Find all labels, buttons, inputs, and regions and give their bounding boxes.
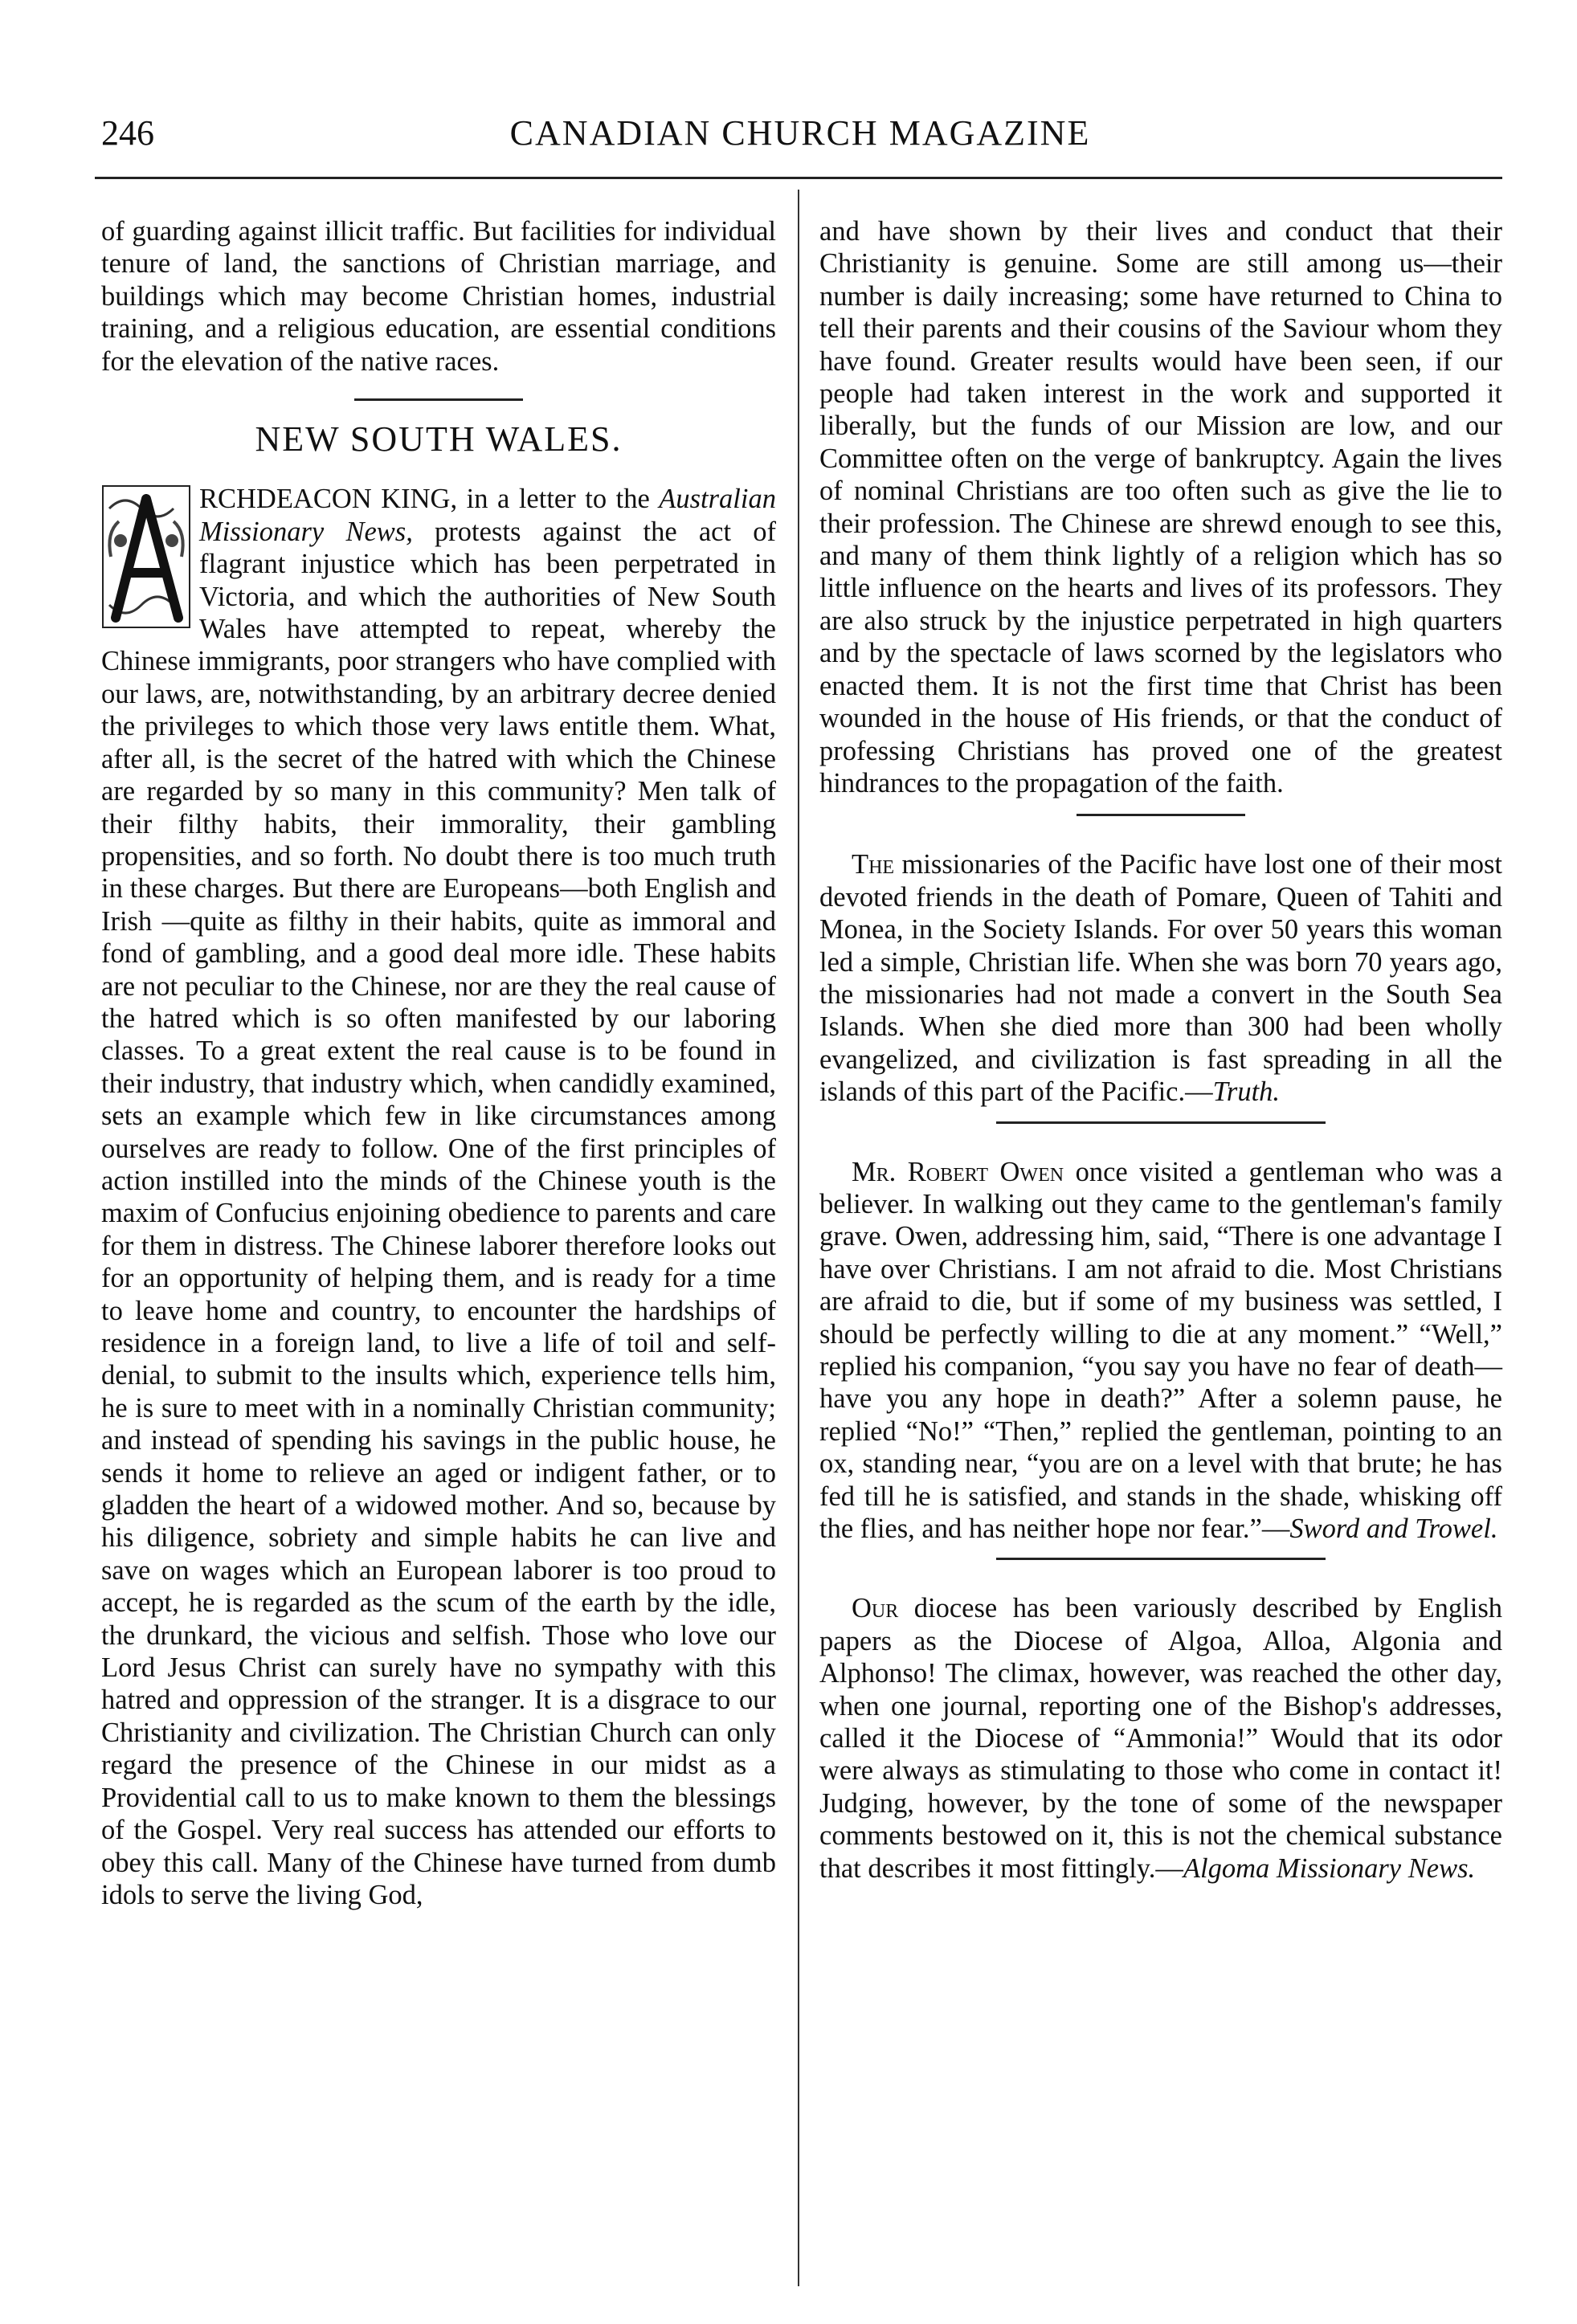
pomare-paragraph: The missionaries of the Pacific have lost one of their most devoted friends in the death of Pomare, Queen of Tahiti and Monea, in the Society Islands. For over 50 years this woman led a simple, Christian life. When she was born 70 years ago, the missionaries had not made a convert in the South Sea Islands. When she died more than 300 had been wholly evangelized, and civilization is fast spreading in all the islands of this part of the Pacific.—Truth. — [819, 849, 1502, 1108]
page-header — [101, 112, 1499, 161]
right-column — [819, 215, 1502, 1885]
header-rule — [95, 177, 1502, 179]
column-divider — [798, 190, 799, 2286]
opening-words: RCHDEACON KING, — [199, 484, 458, 515]
owen-paragraph: Mr. Robert Owen once visited a gentleman who was a believer. In walking out they came to the gentleman's family grave. Owen, addressing him, said, “There is one advantage I have over Christians. I am not afraid to die. Most Christians are afraid to die, but if some of my business was settled, I should be perfectly willing to die at any moment.” “Well,” replied his companion, “you say you have no fear of death—have you any hope in death?” After a solemn pause, he replied “No!” “Then,” replied the gentleman, pointing to an ox, standing near, “you are on a level with that brute; he has fed till he is satisfied, and stands in the shade, whisking off the flies, and has neither hope nor fear.”—Sword and Trowel. — [819, 1156, 1503, 1545]
source-citation: Algoma Missionary News. — [1183, 1852, 1476, 1884]
section-rule — [996, 1558, 1326, 1560]
left-column — [101, 215, 776, 1911]
section-rule — [354, 398, 523, 401]
source-citation: Sword and Trowel. — [1289, 1513, 1498, 1545]
section-heading: NEW SOUTH WALES. — [255, 419, 623, 459]
diocese-paragraph: Our diocese has been variously described by English papers as the Diocese of Algoa, Alloa, Algonia and Alphonso! The climax, however, was reached the other day, when one journal, reporting one of the Bishop's addresses, called it the Diocese of “Ammonia!” Would that its odor were always as stimulating to those who come in contact it! Judging, however, by the tone of some of the newspaper comments bestowed on it, this is not the chemical substance that describes it most fittingly.—Algoma Missionary News. — [819, 1593, 1502, 1884]
intro-paragraph: of guarding against illicit traffic. But facilities for individual tenure of land, the sanctions of Christian marriage, and buildings which may become Christian homes, industrial training, and a religious education, are essential conditions for the elevation of the native races. — [101, 216, 776, 377]
section-rule — [1077, 814, 1245, 816]
new-south-wales-article: RCHDEACON KING, in a letter to the Australian Missionary News, protests against the act of flagrant injustice which has been perpetrated in Victoria, and which the authorities of New South Wales have attempted to repeat, whereby the Chinese immigrants, poor strangers who have complied with our laws, are, notwithstanding, by an arbitrary decree denied the privileges to which those very laws entitle them. What, after all, is the secret of the hatred with which the Chinese are regarded by so many in this community? Men talk of their filthy habits, their immorality, their gambling propensities, and so forth. No doubt there is too much truth in these charges. But there are Europeans—both English and Irish —quite as filthy in their habits, quite as immoral and fond of gambling, and a good deal more idle. These habits are not peculiar to the Chinese, nor are they the real cause of the hatred which is so often manifested by our laboring classes. To a great extent the real cause is to be found in their industry, that industry which, when candidly examined, sets an example which few in like circumstances among ourselves are ready to follow. One of the first principles of action instilled into the minds of the Chinese youth is the maxim of Confucius enjoining obedience to parents and care for them in distress. The Chinese laborer therefore looks out for an opportunity of helping them, and is ready for a time to leave home and country, to encounter the hardships of residence in a foreign land, to live a life of toil and self-denial, to submit to the insults which, experience tells him, he is sure to meet with in a nominally Christian community; and instead of spending his savings in the public house, he sends it home to relieve an aged or indigent father, or to gladden the heart of a widowed mother. And so, because by his diligence, sobriety and simple habits he can live and save on wages which an European laborer is too proud to accept, he is regarded as the scum of the earth by the idle, the drunkard, the vicious and selfish. Those who love our Lord Jesus Christ can surely have no sympathy with this hatred and oppression of the stranger. It is a disgrace to our Christianity and civilization. The Christian Church can only regard the presence of the Chinese in our midst as a Providential call to us to make known to them the blessings of the Gospel. Very real success has attended our efforts to obey this call. Many of the Chinese have turned from dumb idols to serve the living God, — [101, 484, 776, 1910]
running-title: CANADIAN CHURCH MAGAZINE — [509, 113, 1091, 153]
ornamental-drop-cap-icon — [101, 484, 191, 629]
source-citation: Truth. — [1212, 1076, 1281, 1108]
source-citation: Australian Missionary News, — [199, 484, 776, 547]
page-number: 246 — [101, 113, 154, 153]
continuation-paragraph: and have shown by their lives and conduct that their Christianity is genuine. Some are still among us—their number is daily increasing; some have returned to China to tell their parents and their cousins of the Saviour whom they have found. Greater results would have been seen, if our people had taken interest in the work and supported it liberally, but the funds of our Mission are low, and our Committee often on the verge of bankruptcy. Again the lives of nominal Christians are too often such as give the lie to their profession. The Chinese are shrewd enough to see this, and many of them think lightly of a religion which has so little influence on the hearts and lives of its professors. They are also struck by the injustice perpetrated in high quarters and by the spectacle of laws scorned by the legislators who enacted them. It is not the first time that Christ has been wounded in the house of His friends, or that the conduct of professing Christians has proved one of the greatest hindrances to the propagation of the faith. — [819, 216, 1502, 798]
section-rule — [996, 1121, 1326, 1124]
